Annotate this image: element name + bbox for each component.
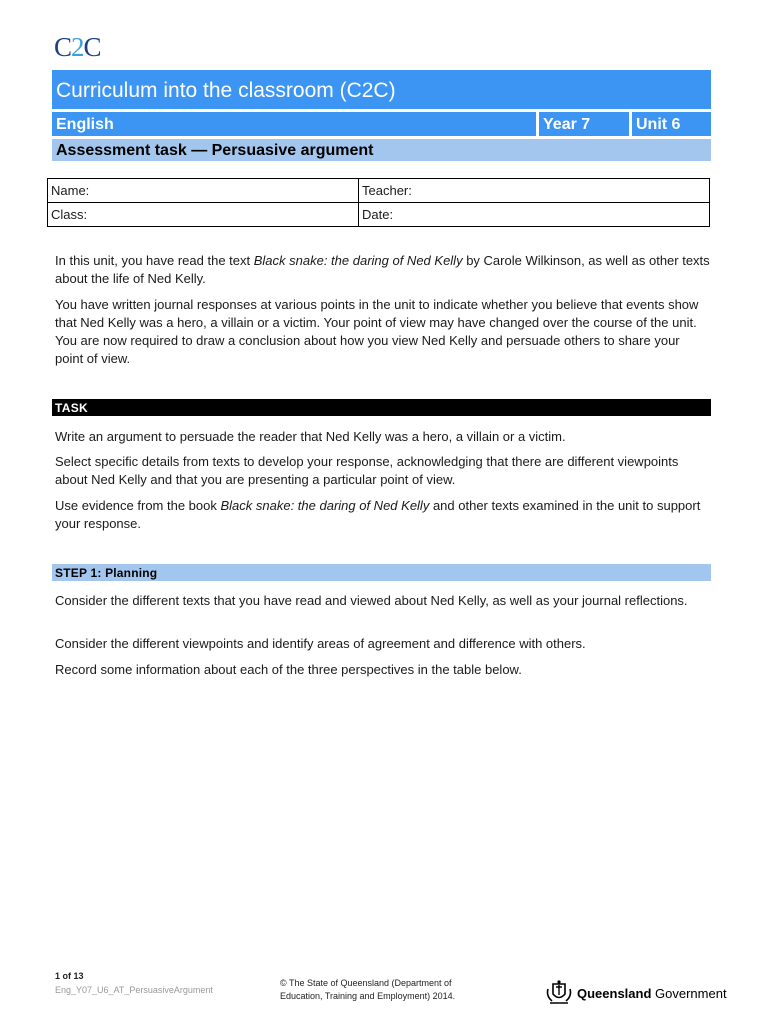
date-field[interactable]: Date: — [359, 203, 710, 227]
name-field[interactable]: Name: — [48, 179, 359, 203]
intro-paragraph-1: In this unit, you have read the text Black snake: the daring of Ned Kelly by Carole Wilkinson, as well as other texts about the life of Ned Kelly. — [55, 253, 710, 286]
page-number: 1 of 13 — [55, 971, 84, 981]
task-heading: TASK — [52, 399, 711, 416]
step1-heading: STEP 1: Planning — [52, 564, 711, 581]
class-field[interactable]: Class: — [48, 203, 359, 227]
subject-label: English — [52, 112, 536, 136]
assessment-task-title: Assessment task — Persuasive argument — [52, 139, 711, 161]
intro-paragraph-2: You have written journal responses at various points in the unit to indicate whether you believe that events show that Ned Kelly was a hero, a villain or a victim. Your point of view may have changed over the course of the unit. You are now required to draw a conclusion about how you view Ned Kelly and persuade others to share your point of view. — [55, 297, 699, 366]
task-paragraph-3: Use evidence from the book Black snake: the daring of Ned Kelly and other texts examined in the unit to support your response. — [55, 498, 701, 531]
step1-paragraph-2: Consider the different viewpoints and identify areas of agreement and difference with others. — [55, 636, 586, 651]
queensland-government-logo: Queensland Government — [545, 979, 727, 1007]
step1-paragraph-1: Consider the different texts that you have read and viewed about Ned Kelly, as well as your journal reflections. — [55, 593, 688, 608]
subject-row — [52, 112, 711, 136]
task-paragraph-1: Write an argument to persuade the reader that Ned Kelly was a hero, a villain or a victim. — [55, 429, 566, 444]
step1-paragraph-3: Record some information about each of the three perspectives in the table below. — [55, 662, 522, 677]
c2c-logo: C2C — [54, 32, 101, 62]
teacher-field[interactable]: Teacher: — [359, 179, 710, 203]
task-paragraph-2: Select specific details from texts to develop your response, acknowledging that there are different viewpoints about Ned Kelly and that you are presenting a particular point of view. — [55, 454, 679, 487]
student-info-table — [47, 178, 710, 227]
file-name: Eng_Y07_U6_AT_PersuasiveArgument — [55, 985, 213, 995]
page-title: Curriculum into the classroom (C2C) — [52, 70, 711, 109]
copyright-notice: © The State of Queensland (Department of Education, Training and Employment) 2014. — [280, 978, 456, 1001]
queensland-crest-icon — [545, 979, 573, 1007]
year-label: Year 7 — [539, 112, 629, 136]
unit-label: Unit 6 — [632, 112, 711, 136]
